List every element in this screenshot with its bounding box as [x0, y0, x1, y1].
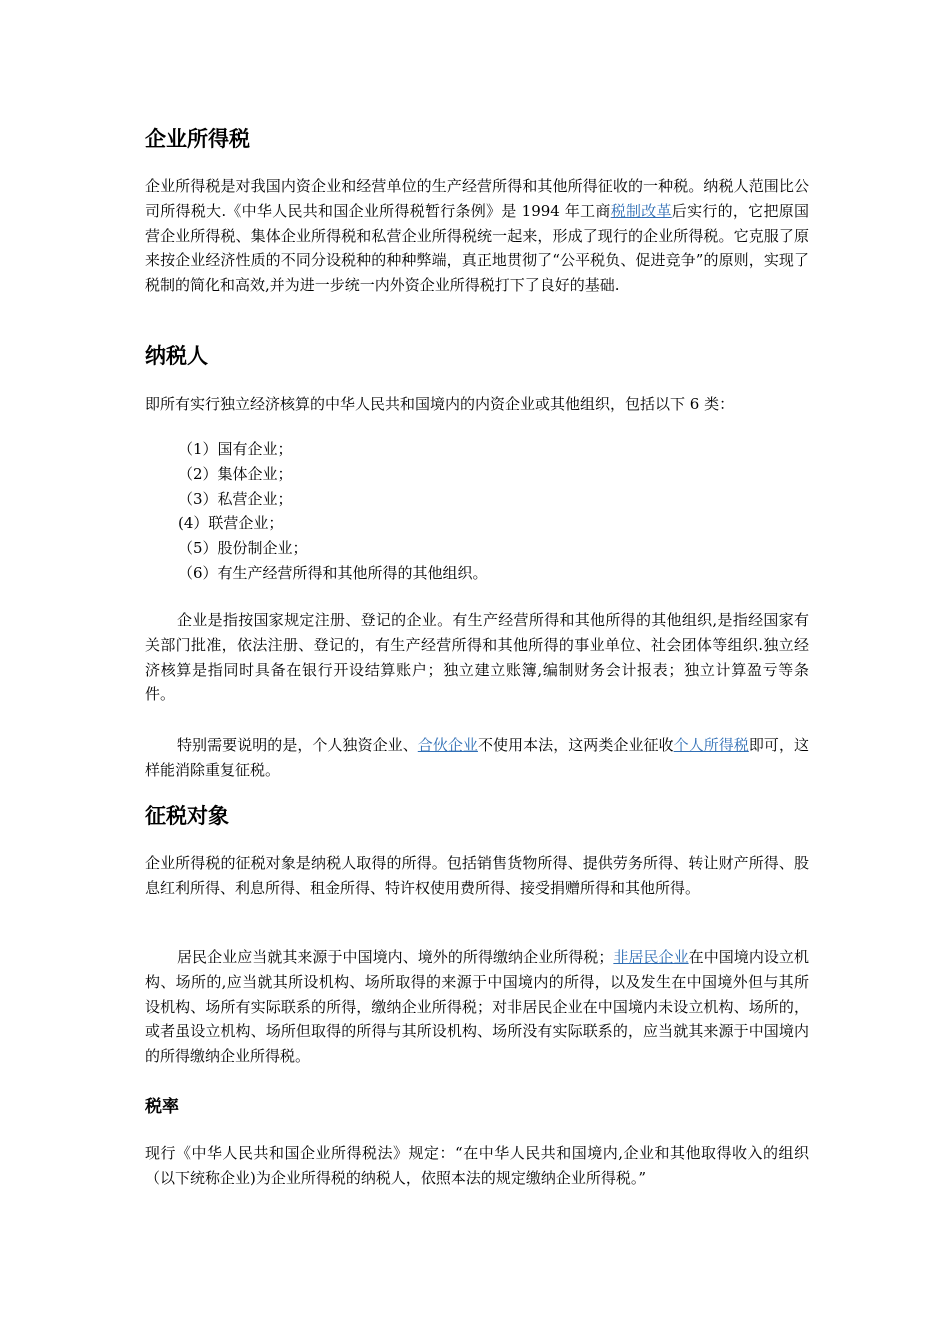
- personal-income-tax-link[interactable]: 个人所得税: [673, 736, 749, 754]
- note-text-2: 不使用本法，这两类企业征收: [477, 736, 674, 754]
- note-text-3: 即可，这样能消除重复征税。: [145, 736, 809, 779]
- list-item: (4）联营企业；: [178, 514, 284, 533]
- intro-paragraph: [145, 174, 809, 298]
- tax-object-intro: 企业所得税的征税对象是纳税人取得的所得。包括销售货物所得、提供劳务所得、转让财产所得、股息红利所得、利息所得、租金所得、特许权使用费所得、接受捐赠所得和其他所得。: [145, 854, 809, 897]
- resident-enterprise-paragraph: [145, 945, 809, 1069]
- non-resident-link[interactable]: 非居民企业: [613, 948, 689, 966]
- list-item: （6）有生产经营所得和其他所得的其他组织。: [178, 563, 488, 582]
- list-item: （3）私营企业；: [178, 489, 293, 508]
- taxpayer-heading: 纳税人: [145, 344, 208, 368]
- tax-object-heading: 征税对象: [145, 804, 229, 828]
- list-item: （5）股份制企业；: [178, 539, 308, 558]
- partnership-link[interactable]: 合伙企业: [417, 736, 478, 754]
- special-note: [145, 733, 809, 783]
- page-title: 企业所得税: [145, 127, 250, 151]
- intro-text-2: 后实行的，它把原国营企业所得税、集体企业所得税和私营企业所得税统一起来，形成了现行的企业所得税。它克服了原来按企业经济性质的不同分设税种的种种弊端，真正地贯彻了“公平税负、促进竞争”的原则，实现了税制的简化和高效,并为进一步统一内外资企业所得税打下了良好的基础.: [145, 201, 809, 295]
- tax-reform-link[interactable]: 税制改革: [610, 201, 672, 220]
- list-item: （2）集体企业；: [178, 464, 293, 483]
- tax-rate-heading: 税率: [145, 1097, 179, 1117]
- tax-rate-text: 现行《中华人民共和国企业所得税法》规定：“在中华人民共和国境内,企业和其他取得收入的组织（以下统称企业)为企业所得税的纳税人，依照本法的规定缴纳企业所得税。”: [145, 1144, 809, 1187]
- resident-text-2: 在中国境内设立机构、场所的,应当就其所设机构、场所取得的来源于中国境内的所得，以及发生在中国境外但与其所设机构、场所有实际联系的所得，缴纳企业所得税；对非居民企业在中国境内未设立机构、场所的，或者虽设立机构、场所但取得的所得与其所设机构、场所没有实际联系的，应当就其来源于中国境内的所得缴纳企业所得税。: [145, 948, 809, 1066]
- taxpayer-list: [178, 437, 488, 586]
- list-item: （1）国有企业；: [178, 440, 293, 458]
- note-text-1: 特别需要说明的是，个人独资企业、: [177, 736, 418, 754]
- resident-text-1: 居民企业应当就其来源于中国境内、境外的所得缴纳企业所得税；: [177, 948, 614, 966]
- enterprise-definition: 企业是指按国家规定注册、登记的企业。有生产经营所得和其他所得的其他组织,是指经国家有关部门批准，依法注册、登记的，有生产经营所得和其他所得的事业单位、社会团体等组织.独立经济核算是指同时具备在银行开设结算账户；独立建立账簿,编制财务会计报表；独立计算盈亏等条件。: [145, 611, 809, 704]
- taxpayer-intro: 即所有实行独立经济核算的中华人民共和国境内的内资企业或其他组织，包括以下 6 类：: [145, 395, 735, 413]
- intro-text-1: 企业所得税是对我国内资企业和经营单位的生产经营所得和其他所得征收的一种税。纳税人范围比公司所得税大.《中华人民共和国企业所得税暂行条例》是 1994 年工商: [145, 177, 809, 220]
